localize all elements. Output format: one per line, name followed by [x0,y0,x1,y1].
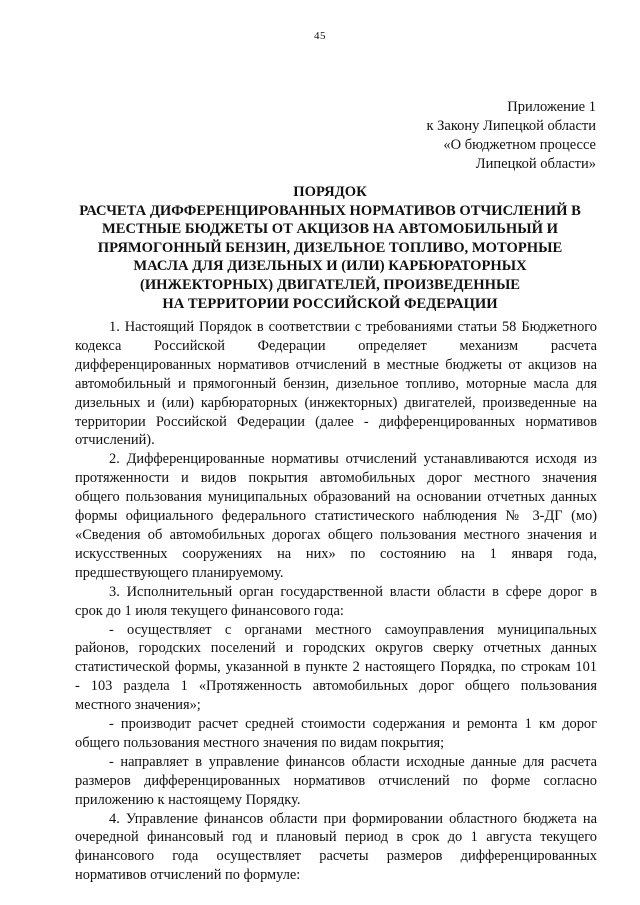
text-line: общего пользования муниципальных образований на основании отчетных данных [75,489,597,506]
text-line: протяженности и видов покрытия автомобильных дорог местного значения [75,470,597,487]
paragraph-3-item-1 [75,621,597,716]
text-line: 1. Настоящий Порядок в соответствии с требованиями статьи 58 Бюджетного [109,319,597,335]
text-line: дифференцированных нормативов отчислений в местные бюджеты от акцизов на [75,356,597,373]
page-number: 45 [314,30,326,42]
paragraph-2 [75,450,597,582]
text-line: предшествующего планируемому. [75,564,284,581]
text-line: 4. Управление финансов области при формировании областного бюджета на [109,810,597,827]
paragraph-3-item-3 [75,753,597,810]
text-line: - осуществляет с органами местного самоуправления муниципальных [109,621,597,638]
text-line: статистической формы, указанной в пункте 2 настоящего Порядка, по строкам 101 [75,659,597,676]
title-heading: ПОРЯДОК [293,184,367,200]
text-line: финансового года осуществляет расчеты размеров дифференцированных [75,848,597,865]
text-line: - 103 раздела 1 «Протяженность автомобильных дорог общего пользования [75,678,597,695]
document-body [75,318,597,885]
text-line: - производит расчет средней стоимости содержания и ремонта 1 км дорог [109,716,597,733]
text-line: территории Российской Федерации (далее - дифференцированных нормативов [75,413,597,430]
appendix-reference [426,98,596,174]
text-line: кодекса Российской Федерации определяет механизм расчета [75,337,597,354]
text-line: - направляет в управление финансов области исходные данные для расчета [109,753,597,770]
appendix-line: «О бюджетном процессе [443,137,596,153]
title-line: МАСЛА ДЛЯ ДИЗЕЛЬНЫХ И (ИЛИ) КАРБЮРАТОРНЫХ [133,258,527,275]
text-line: общего пользования местного значения по видам покрытия; [75,734,445,751]
appendix-line: к Закону Липецкой области [426,118,596,134]
paragraph-4 [75,810,597,886]
text-line: местного значения»; [75,697,201,714]
text-line: 3. Исполнительный орган государственной власти области в сфере дорог в [109,583,597,600]
paragraph-1 [75,318,597,450]
paragraph-3 [75,583,597,621]
paragraph-3-item-2 [75,715,597,753]
appendix-line: Липецкой области» [475,156,596,172]
text-line: формы официального федерального статистического наблюдения № 3-ДГ (мо) [75,508,597,525]
text-line: отчислений). [75,432,155,449]
text-line: «Сведения об автомобильных дорогах общего пользования местного значения и [75,526,597,543]
text-line: размеров дифференцированных нормативов отчислений по форме согласно [75,772,597,789]
text-line: искусственных сооружениях на них» по состоянию на 1 января года, [75,545,597,562]
text-line: дизельных и (или) карбюраторных (инжекторных) двигателей, произведенные на [75,394,597,411]
text-line: срок до 1 июля текущего финансового года: [75,602,344,619]
text-line: нормативов отчислений по формуле: [75,867,301,884]
text-line: приложению к настоящему Порядку. [75,791,301,808]
title-line: НА ТЕРРИТОРИИ РОССИЙСКОЙ ФЕДЕРАЦИИ [162,295,498,312]
appendix-line: Приложение 1 [507,99,596,115]
title-line: РАСЧЕТА ДИФФЕРЕНЦИРОВАННЫХ НОРМАТИВОВ ОТЧИСЛЕНИЙ В [79,202,581,219]
text-line: районов, городских поселений и городских округов сверку отчетных данных [75,640,597,657]
document-title [60,183,600,313]
title-line: (ИНЖЕКТОРНЫХ) ДВИГАТЕЛЕЙ, ПРОИЗВЕДЕННЫЕ [139,276,521,293]
text-line: 2. Дифференцированные нормативы отчислений устанавливаются исходя из [109,451,597,468]
text-line: автомобильный и прямогонный бензин, дизельное топливо, моторные масла для [75,375,597,392]
title-line: МЕСТНЫЕ БЮДЖЕТЫ ОТ АКЦИЗОВ НА АВТОМОБИЛЬНЫЙ И [102,221,558,238]
title-line: ПРЯМОГОННЫЙ БЕНЗИН, ДИЗЕЛЬНОЕ ТОПЛИВО, МОТОРНЫЕ [97,239,563,256]
text-line: очередной финансовый год и плановый период в срок до 1 августа текущего [75,829,597,846]
